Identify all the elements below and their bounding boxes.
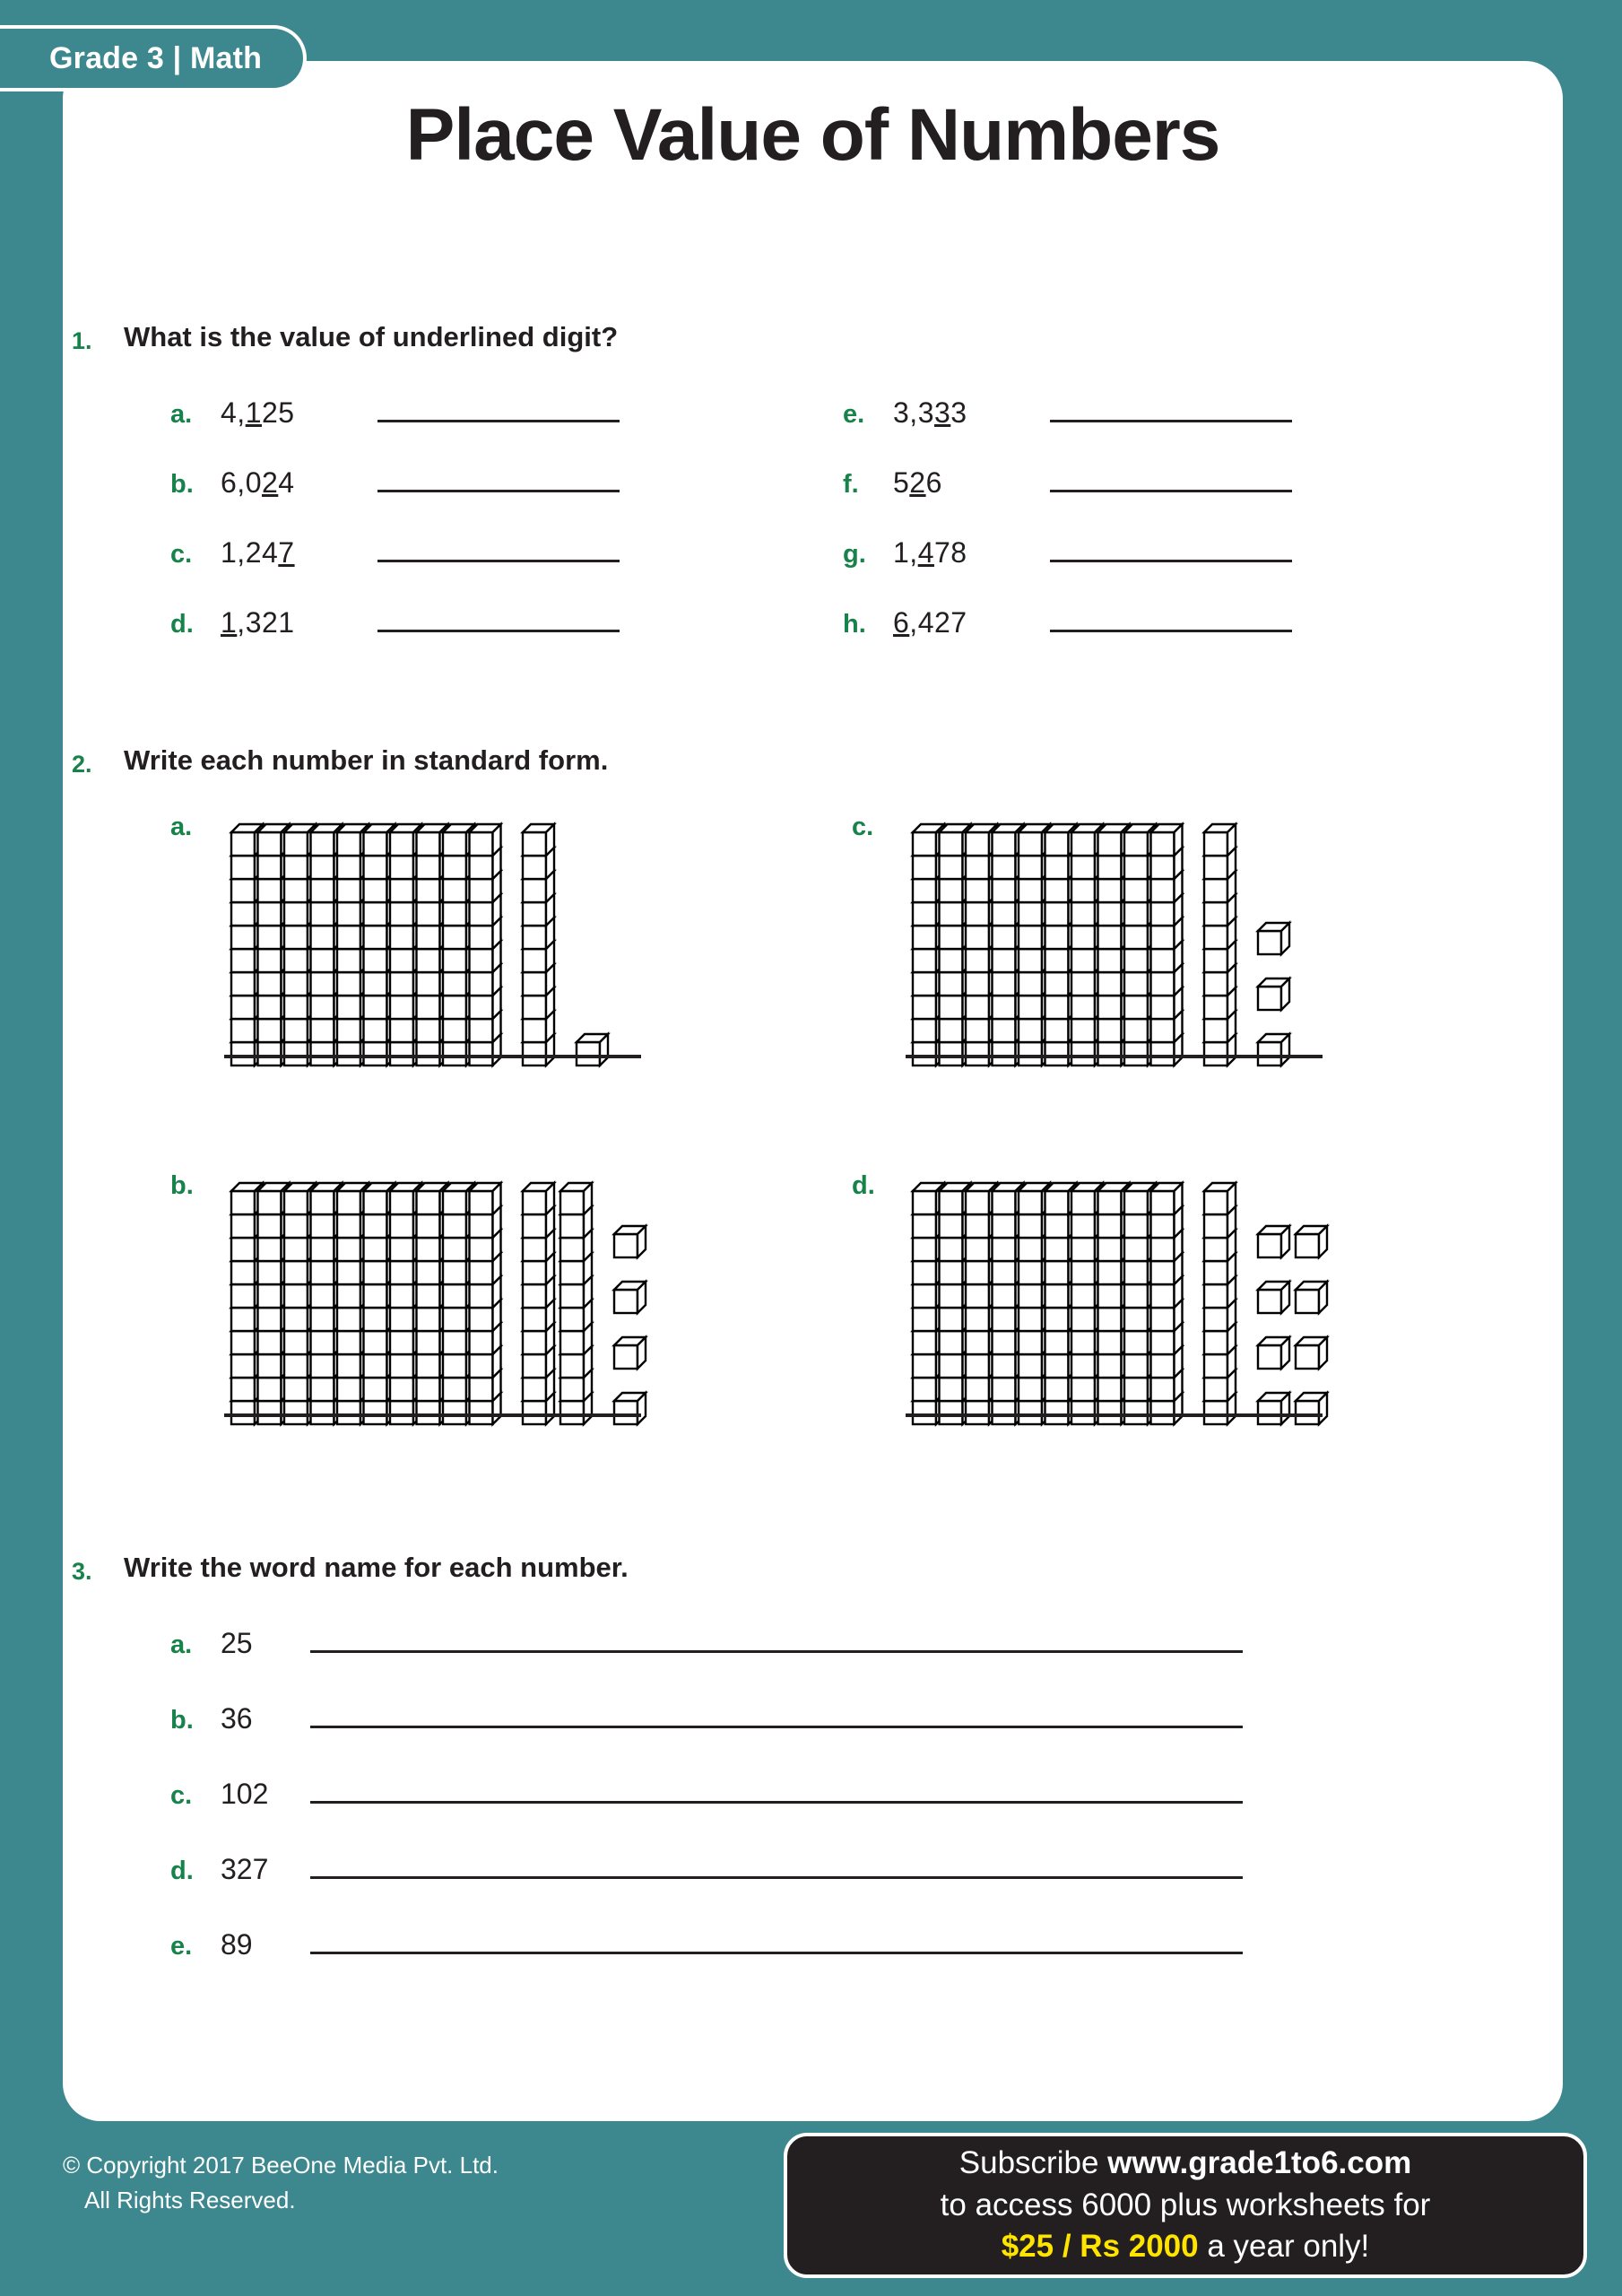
question-2-number: 2. [72, 751, 92, 778]
answer-blank[interactable] [906, 1055, 1323, 1058]
answer-blank[interactable] [1050, 469, 1292, 492]
item-letter: b. [170, 470, 194, 499]
subscribe-promo-box[interactable] [784, 2133, 1587, 2278]
item-letter: e. [843, 400, 865, 429]
question-2-header [63, 744, 1563, 778]
question-3-item-c [170, 1778, 1515, 1853]
question-1-row [170, 606, 1515, 676]
question-3-number: 3. [72, 1558, 92, 1585]
subscribe-line-1: Subscribe www.grade1to6.com [958, 2144, 1412, 2180]
item-number: 6,024 [221, 466, 295, 499]
question-3-items [170, 1627, 1515, 2004]
page-title: Place Value of Numbers [405, 94, 1220, 176]
item-letter: c. [852, 813, 874, 841]
question-1-item-f [843, 466, 1515, 536]
answer-blank[interactable] [906, 1413, 1323, 1417]
item-letter: h. [843, 610, 866, 639]
answer-blank[interactable] [1050, 609, 1292, 632]
question-1-items [170, 396, 1515, 676]
item-letter: e. [170, 1932, 193, 1961]
question-3-item-b [170, 1702, 1515, 1778]
question-3-item-e [170, 1928, 1515, 2004]
answer-blank[interactable] [1050, 539, 1292, 562]
answer-blank[interactable] [377, 399, 620, 422]
item-number: 1,247 [221, 536, 295, 569]
question-3-header [63, 1552, 1563, 1586]
item-letter: c. [170, 540, 193, 569]
question-2 [63, 744, 1563, 1200]
base-ten-blocks-b [226, 1171, 800, 1400]
question-1 [63, 321, 1563, 639]
question-1-row [170, 536, 1515, 606]
copyright-line-2: All Rights Reserved. [84, 2187, 296, 2213]
subscribe-line-2: to access 6000 plus worksheets for [940, 2187, 1431, 2222]
question-1-item-d [170, 606, 843, 676]
copyright-line-1: © Copyright 2017 BeeOne Media Pvt. Ltd. [63, 2152, 499, 2179]
question-3-prompt: Write the word name for each number. [124, 1552, 629, 1583]
answer-blank[interactable] [310, 1931, 1243, 1954]
base-ten-blocks-c [907, 813, 1481, 1041]
item-number: 3,333 [893, 396, 967, 429]
item-letter: a. [170, 400, 193, 429]
item-number: 1,321 [221, 606, 295, 639]
question-1-item-c [170, 536, 843, 606]
item-letter: b. [170, 1171, 194, 1200]
item-number: 6,427 [893, 606, 967, 639]
question-1-row [170, 396, 1515, 466]
question-3-item-d [170, 1853, 1515, 1928]
grade-subject-label: Grade 3 | Math [49, 40, 263, 75]
question-1-row [170, 466, 1515, 536]
question-1-item-g [843, 536, 1515, 606]
item-letter: a. [170, 813, 193, 841]
question-1-prompt: What is the value of underlined digit? [124, 321, 619, 352]
item-letter: a. [170, 1631, 193, 1659]
item-number: 4,125 [221, 396, 295, 429]
item-letter: d. [852, 1171, 875, 1200]
item-number: 327 [221, 1853, 269, 1885]
answer-blank[interactable] [377, 609, 620, 632]
question-1-number: 1. [72, 327, 92, 354]
item-number: 89 [221, 1928, 253, 1961]
question-1-header [63, 321, 1563, 355]
subscribe-site-url: www.grade1to6.com [1107, 2144, 1412, 2180]
question-1-item-a [170, 396, 843, 466]
base-ten-blocks-a [226, 813, 800, 1041]
answer-blank[interactable] [224, 1055, 641, 1058]
grade-subject-badge [0, 25, 307, 91]
answer-blank[interactable] [377, 539, 620, 562]
question-1-item-e [843, 396, 1515, 466]
item-number: 526 [893, 466, 942, 499]
item-letter: b. [170, 1706, 194, 1735]
item-letter: d. [170, 610, 194, 639]
question-2-prompt: Write each number in standard form. [124, 744, 609, 776]
question-1-item-b [170, 466, 843, 536]
answer-blank[interactable] [310, 1856, 1243, 1879]
item-letter: g. [843, 540, 866, 569]
question-1-item-h [843, 606, 1515, 676]
subscribe-price: $25 / Rs 2000 [1001, 2229, 1199, 2265]
item-letter: d. [170, 1857, 194, 1885]
answer-blank[interactable] [310, 1780, 1243, 1804]
item-number: 102 [221, 1778, 269, 1810]
worksheet-card [63, 61, 1563, 2121]
answer-blank[interactable] [310, 1705, 1243, 1728]
item-letter: f. [843, 470, 859, 499]
subscribe-line-3: $25 / Rs 2000 a year only! [1001, 2229, 1370, 2265]
question-3 [63, 1552, 1563, 1961]
item-number: 1,478 [893, 536, 967, 569]
base-ten-blocks-d [907, 1171, 1481, 1400]
item-letter: c. [170, 1781, 193, 1810]
item-number: 25 [221, 1627, 253, 1659]
question-3-item-a [170, 1627, 1515, 1702]
item-number: 36 [221, 1702, 253, 1735]
answer-blank[interactable] [224, 1413, 641, 1417]
answer-blank[interactable] [377, 469, 620, 492]
copyright-notice [63, 2148, 499, 2218]
answer-blank[interactable] [310, 1630, 1243, 1653]
answer-blank[interactable] [1050, 399, 1292, 422]
